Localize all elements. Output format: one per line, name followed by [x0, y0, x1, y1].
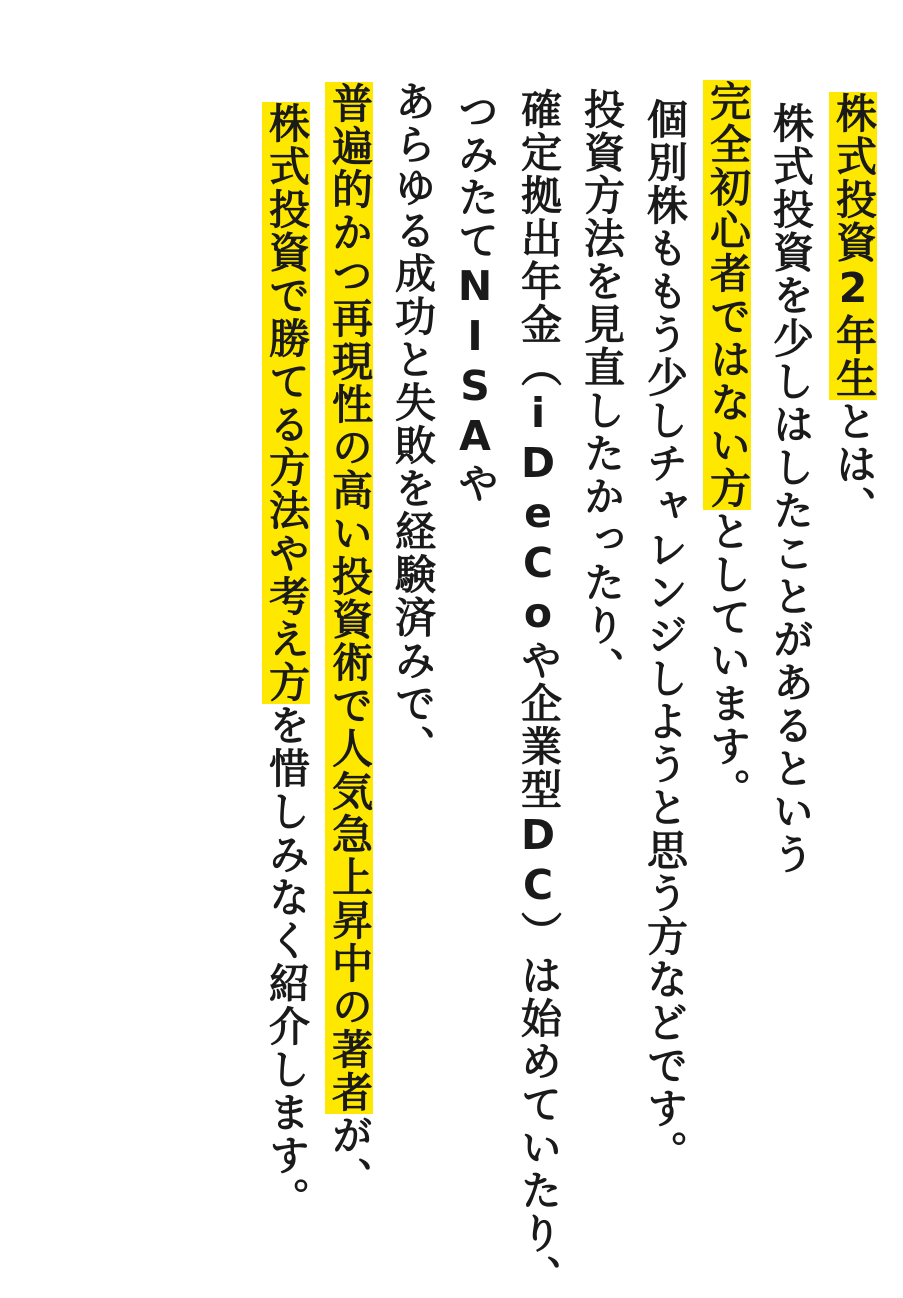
highlighted-text: 普遍的かつ再現性の高い投資術で人気急上昇中の著者 — [325, 82, 373, 1114]
plain-text: を惜しみなく紹介します。 — [262, 704, 310, 1220]
text-line — [306, 40, 373, 1200]
vertical-text-block — [30, 40, 877, 1298]
highlighted-text: 株式投資で勝てる方法や考え方 — [262, 102, 310, 704]
highlighted-text: 完全初心者ではない方 — [703, 80, 751, 510]
plain-text: 投資方法を見直したかったり、 — [577, 88, 625, 690]
text-line — [684, 40, 751, 1170]
highlighted-text: 株式投資2年生 — [829, 92, 877, 400]
text-line — [243, 40, 310, 1220]
plain-text: が、 — [325, 1114, 373, 1200]
plain-text: 株式投資を少しはしたことがあるという — [766, 102, 814, 876]
plain-text: あらゆる成功と失敗を経験済みで、 — [388, 80, 436, 768]
plain-text: つみたてNISAや — [451, 90, 499, 505]
text-line — [432, 40, 499, 1170]
plain-text: とは、 — [829, 400, 877, 529]
text-line — [621, 40, 688, 1173]
plain-text: 確定拠出年金（iDeCoや企業型DC）は始めていたり、 — [514, 88, 562, 1298]
plain-text: 個別株ももう少しチャレンジしようと思う方などです。 — [640, 98, 688, 1173]
text-line — [369, 40, 436, 1170]
text-line — [747, 40, 814, 1170]
text-line — [810, 40, 877, 1170]
text-line — [495, 40, 562, 1298]
plain-text: としています。 — [703, 510, 751, 811]
text-line — [558, 40, 625, 1170]
